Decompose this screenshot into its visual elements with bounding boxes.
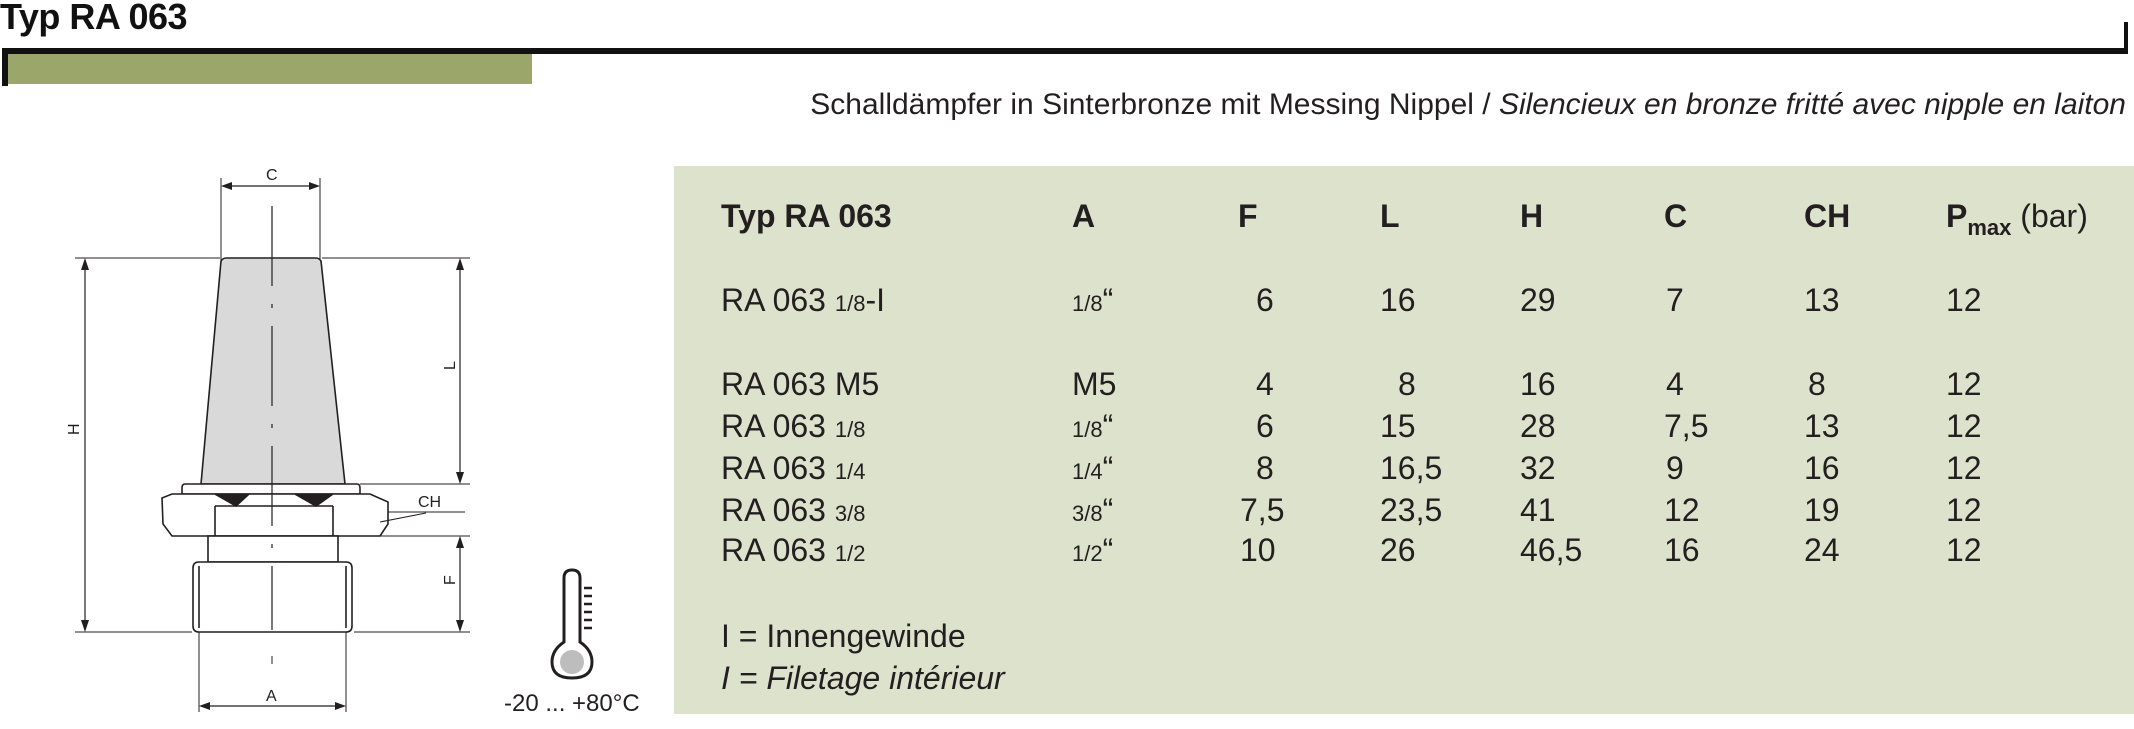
cell-l: 16,5 bbox=[1380, 450, 1443, 486]
cell-type bbox=[721, 366, 879, 403]
cell-type-suffix: -I bbox=[865, 282, 885, 318]
cell-f: 7,5 bbox=[1240, 492, 1285, 528]
note-german: I = Innengewinde bbox=[721, 618, 966, 654]
cell-l: 23,5 bbox=[1380, 492, 1443, 528]
cell-type bbox=[721, 532, 865, 569]
cell-ch: 8 bbox=[1808, 366, 1826, 402]
cell-c: 7 bbox=[1666, 282, 1684, 318]
cell-h: 28 bbox=[1520, 408, 1556, 444]
header-a: A bbox=[1072, 198, 1096, 234]
temperature-range: -20 ... +80°C bbox=[504, 690, 640, 717]
cell-a bbox=[1072, 492, 1113, 529]
header-pmax-subscript: max bbox=[1967, 215, 2012, 240]
cell-pmax: 12 bbox=[1946, 532, 1982, 568]
header-pmax-symbol: P bbox=[1946, 198, 1968, 234]
cell-l: 15 bbox=[1380, 408, 1416, 444]
cell-f: 8 bbox=[1256, 450, 1274, 486]
cell-a-fraction: 3/8 bbox=[1072, 501, 1103, 526]
cell-a-suffix: “ bbox=[1102, 282, 1114, 318]
cell-type-fraction: 1/4 bbox=[834, 459, 866, 484]
cell-pmax: 12 bbox=[1946, 282, 1982, 318]
hex-nut bbox=[162, 494, 388, 536]
cell-l: 26 bbox=[1380, 532, 1416, 568]
cell-ch: 24 bbox=[1804, 532, 1840, 568]
cell-c: 12 bbox=[1664, 492, 1700, 528]
cell-h: 32 bbox=[1520, 450, 1556, 486]
sinter-cone bbox=[201, 258, 345, 484]
cell-l: 8 bbox=[1398, 366, 1416, 402]
cell-a-fraction: 1/2 bbox=[1072, 541, 1103, 566]
cell-a bbox=[1072, 366, 1116, 403]
header-pmax bbox=[1946, 198, 2088, 240]
cell-type-prefix: RA 063 bbox=[721, 532, 835, 568]
cell-f: 6 bbox=[1256, 282, 1274, 318]
cell-a bbox=[1072, 532, 1113, 569]
subtitle-french: Silencieux en bronze fritté avec nipple en laiton bbox=[1498, 88, 2126, 121]
cell-f: 4 bbox=[1256, 366, 1274, 402]
subtitle-german: Schalldämpfer in Sinterbronze mit Messing Nippel / bbox=[810, 88, 1491, 121]
header-h: H bbox=[1520, 198, 1544, 234]
header-f: F bbox=[1238, 198, 1258, 234]
cell-pmax: 12 bbox=[1946, 366, 1982, 402]
cell-c: 9 bbox=[1666, 450, 1684, 486]
header-l: L bbox=[1380, 198, 1400, 234]
dim-label-a: A bbox=[266, 688, 277, 705]
page-title: Typ RA 063 bbox=[0, 0, 188, 37]
cell-h: 16 bbox=[1520, 366, 1556, 402]
cell-c: 16 bbox=[1664, 532, 1700, 568]
cell-type bbox=[721, 450, 865, 487]
header-type: Typ RA 063 bbox=[721, 198, 892, 234]
cell-a-suffix: “ bbox=[1102, 450, 1114, 486]
header-pmax-unit: (bar) bbox=[2020, 198, 2088, 234]
cell-a-suffix: “ bbox=[1102, 492, 1114, 528]
cell-type-prefix: RA 063 bbox=[721, 492, 835, 528]
cell-ch: 13 bbox=[1804, 408, 1840, 444]
note-french: I = Filetage intérieur bbox=[721, 660, 1005, 696]
dim-label-h: H bbox=[66, 423, 83, 435]
thermometer-icon bbox=[548, 566, 608, 682]
collar bbox=[182, 484, 360, 494]
cell-type bbox=[721, 408, 865, 445]
cell-h: 46,5 bbox=[1520, 532, 1583, 568]
product-subtitle bbox=[810, 88, 2126, 122]
cell-type-fraction: 1/8 bbox=[834, 417, 866, 442]
accent-bar bbox=[8, 54, 532, 84]
cell-type-fraction: 1/8 bbox=[834, 291, 866, 316]
cell-f: 10 bbox=[1240, 532, 1276, 568]
header-rule-right bbox=[2124, 22, 2128, 54]
cell-a bbox=[1072, 450, 1113, 487]
dim-label-l: L bbox=[442, 361, 459, 370]
cell-a-fraction: 1/8 bbox=[1072, 417, 1103, 442]
cell-ch: 16 bbox=[1804, 450, 1840, 486]
cell-type-prefix: RA 063 bbox=[721, 282, 835, 318]
dim-label-c: C bbox=[266, 167, 278, 184]
cell-type bbox=[721, 282, 885, 319]
cell-ch: 13 bbox=[1804, 282, 1840, 318]
spec-table-panel bbox=[674, 166, 2134, 714]
cell-a-suffix: “ bbox=[1102, 532, 1114, 568]
cell-pmax: 12 bbox=[1946, 450, 1982, 486]
cell-ch: 19 bbox=[1804, 492, 1840, 528]
neck bbox=[208, 536, 338, 562]
cell-a-fraction: 1/4 bbox=[1072, 459, 1103, 484]
cell-a bbox=[1072, 408, 1113, 445]
cell-a-suffix: M5 bbox=[1072, 366, 1117, 402]
cell-type-prefix: RA 063 M5 bbox=[721, 366, 880, 402]
cell-c: 7,5 bbox=[1664, 408, 1709, 444]
cell-pmax: 12 bbox=[1946, 408, 1982, 444]
cell-type-prefix: RA 063 bbox=[721, 450, 835, 486]
dim-label-f: F bbox=[442, 575, 459, 585]
cell-f: 6 bbox=[1256, 408, 1274, 444]
header-ch: CH bbox=[1804, 198, 1851, 234]
cell-type bbox=[721, 492, 865, 529]
header-c: C bbox=[1664, 198, 1688, 234]
cell-h: 41 bbox=[1520, 492, 1556, 528]
cell-a bbox=[1072, 282, 1113, 319]
dim-label-ch: CH bbox=[418, 494, 442, 511]
cell-type-fraction: 3/8 bbox=[834, 501, 866, 526]
silencer-technical-drawing bbox=[60, 160, 480, 720]
cell-a-fraction: 1/8 bbox=[1072, 291, 1103, 316]
cell-l: 16 bbox=[1380, 282, 1416, 318]
cell-pmax: 12 bbox=[1946, 492, 1982, 528]
cell-a-suffix: “ bbox=[1102, 408, 1114, 444]
cell-type-prefix: RA 063 bbox=[721, 408, 835, 444]
cell-type-fraction: 1/2 bbox=[834, 541, 866, 566]
cell-c: 4 bbox=[1666, 366, 1684, 402]
cell-h: 29 bbox=[1520, 282, 1556, 318]
